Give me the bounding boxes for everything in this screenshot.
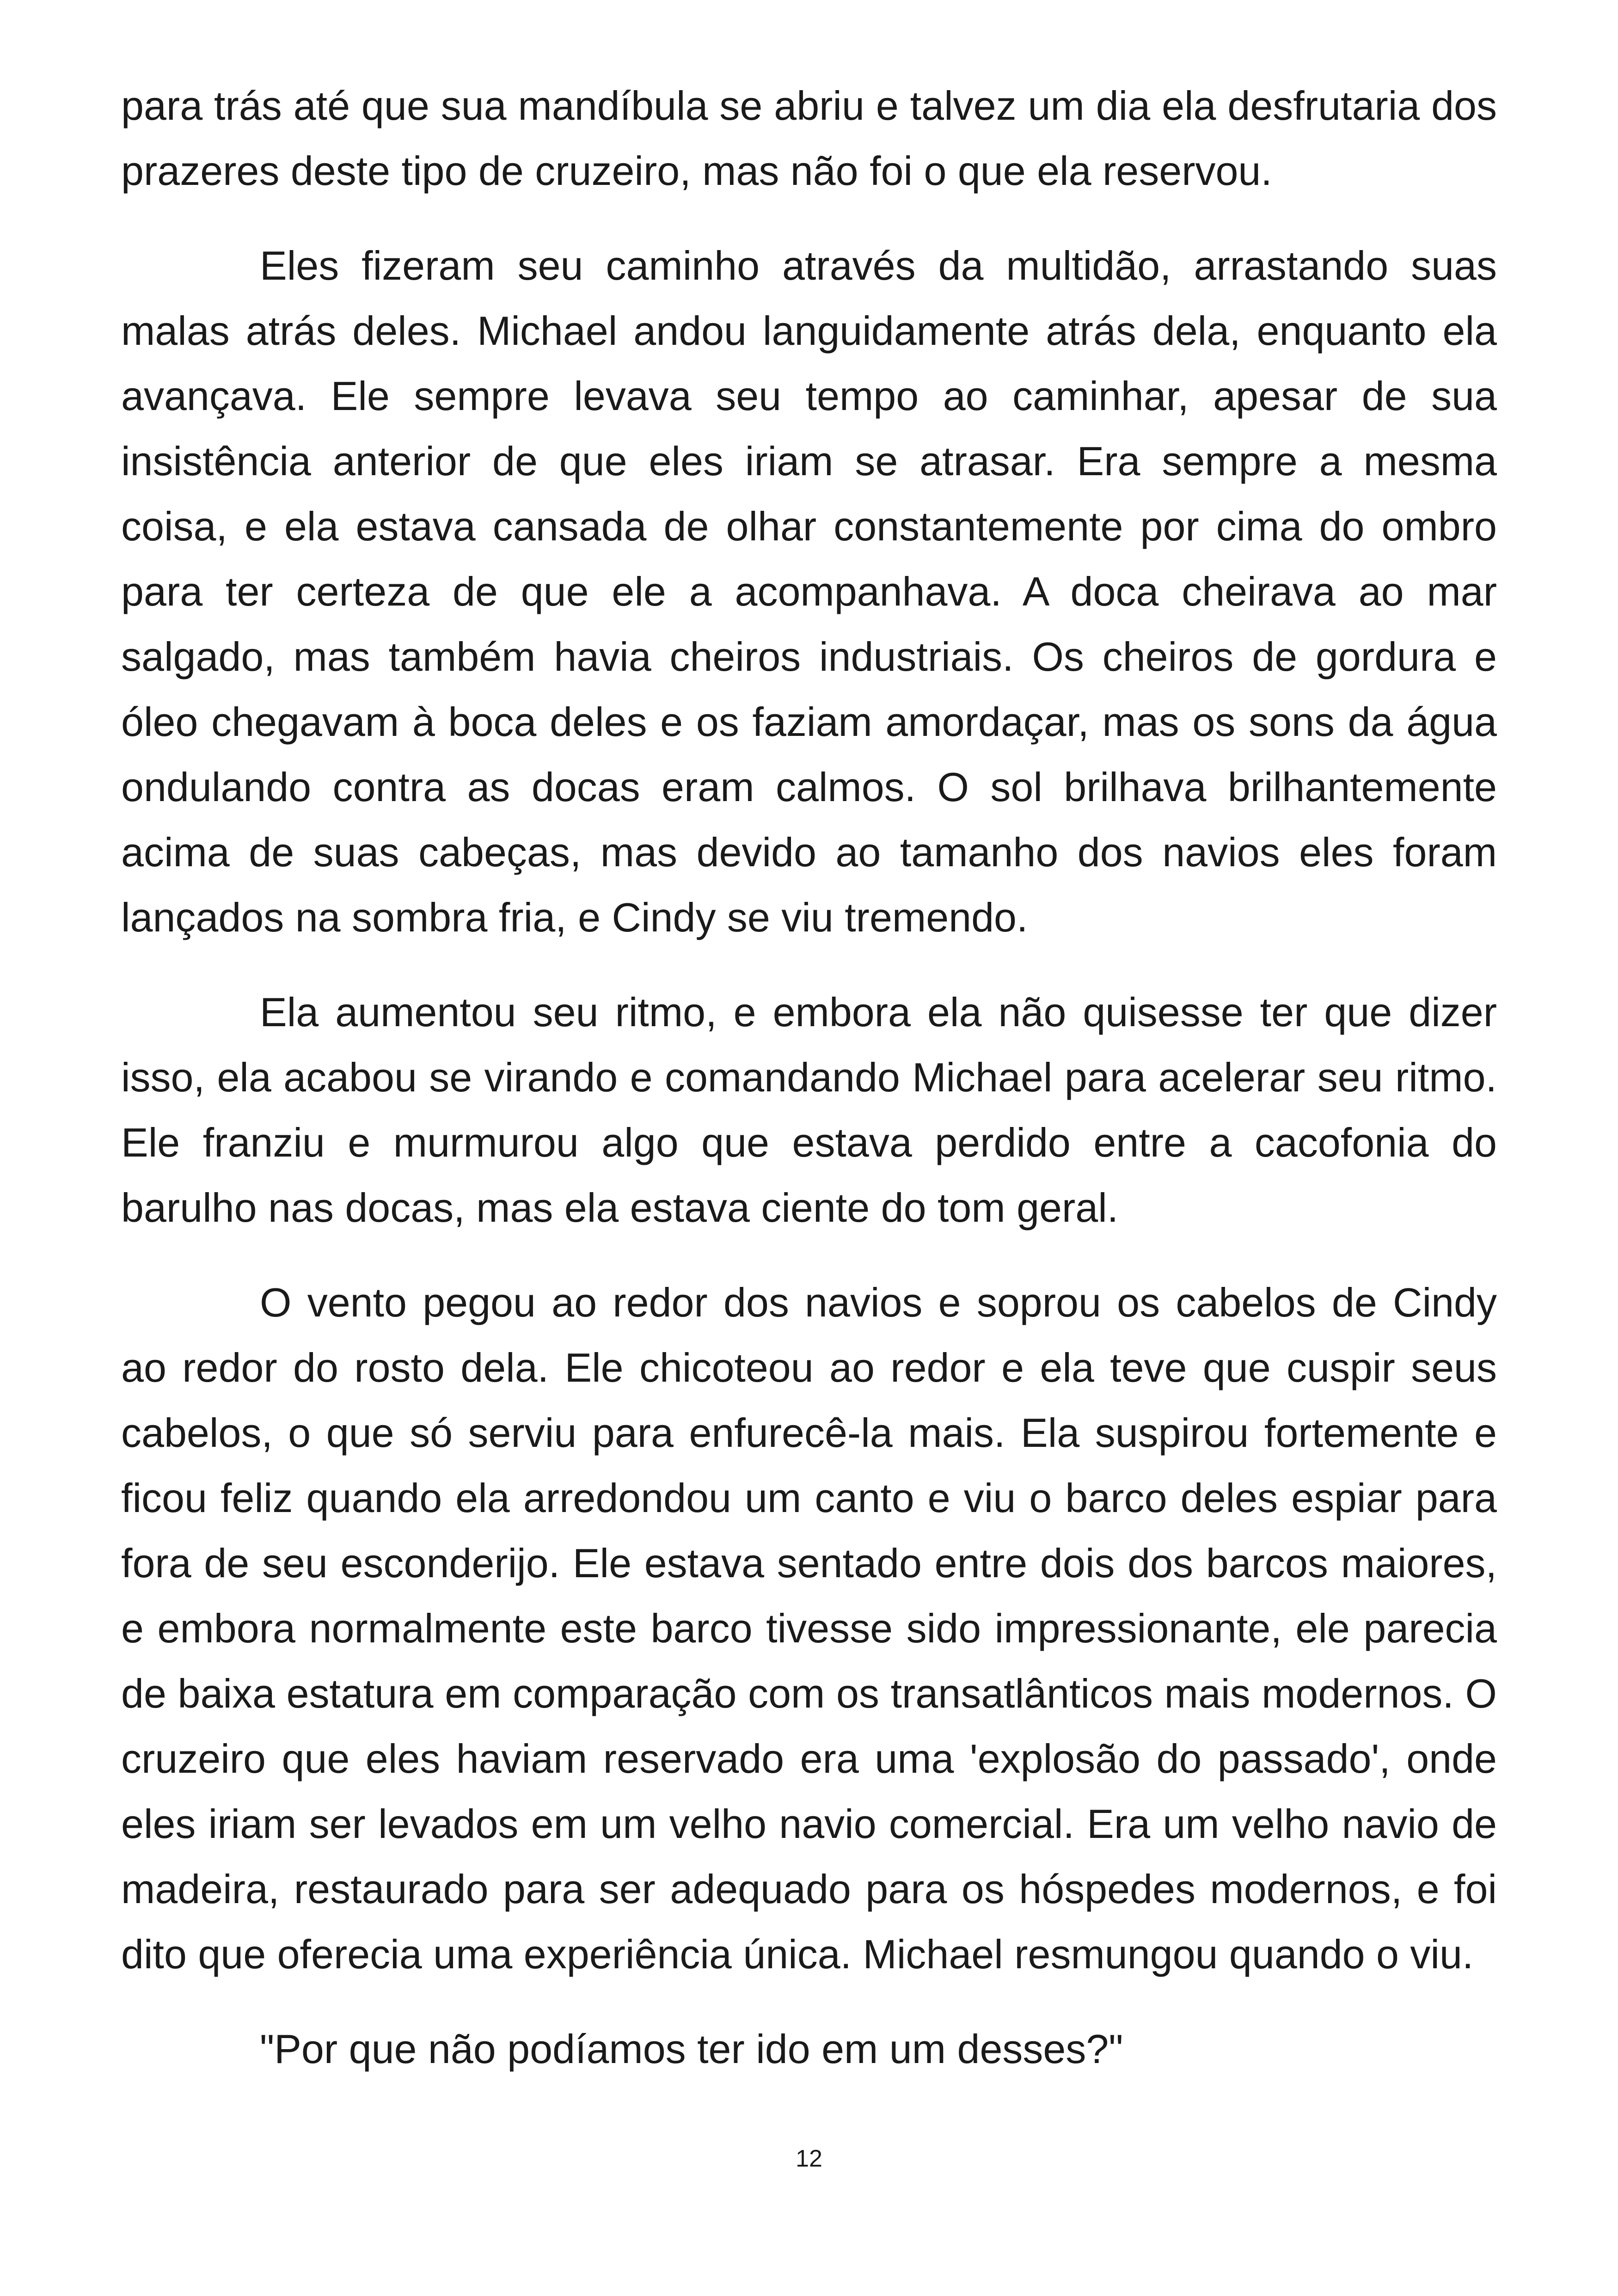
paragraph-4: O vento pegou ao redor dos navios e soprou os cabelos de Cindy ao redor do rosto dela. Ele chicoteou ao redor e ela teve que cuspir seus cabelos, o que só serviu para enfurecê-la mais. Ela suspirou fortemente e ficou feliz quando ela arredondou um canto e viu o barco deles espiar para fora de seu esconderijo. Ele estava sentado entre dois dos barcos maiores, e embora normalmente este barco tivesse sido impressionante, ele parecia de baixa estatura em comparação com os transatlânticos mais modernos. O cruzeiro que eles haviam reservado era uma 'explosão do passado', onde eles iriam ser levados em um velho navio comercial. Era um velho navio de madeira, restaurado para ser adequado para os hóspedes modernos, e foi dito que oferecia uma experiência única. Michael resmungou quando o viu.: [121, 1280, 1497, 1977]
paragraph-2: Eles fizeram seu caminho através da multidão, arrastando suas malas atrás deles. Michael andou languidamente atrás dela, enquanto ela avançava. Ele sempre levava seu tempo ao caminhar, apesar de sua insistência anterior de que eles iriam se atrasar. Era sempre a mesma coisa, e ela estava cansada de olhar constantemente por cima do ombro para ter certeza de que ele a acompanhava. A doca cheirava ao mar salgado, mas também havia cheiros industriais. Os cheiros de gordura e óleo chegavam à boca deles e os faziam amordaçar, mas os sons da água ondulando contra as docas eram calmos. O sol brilhava brilhantemente acima de suas cabeças, mas devido ao tamanho dos navios eles foram lançados na sombra fria, e Cindy se viu tremendo.: [121, 243, 1497, 940]
paragraph-5-dialogue: "Por que não podíamos ter ido em um desses?": [260, 2026, 1123, 2072]
paragraph-1: para trás até que sua mandíbula se abriu e talvez um dia ela desfrutaria dos prazeres deste tipo de cruzeiro, mas não foi o que ela reservou.: [121, 83, 1497, 194]
page-number: 12: [796, 2145, 822, 2172]
paragraph-3: Ela aumentou seu ritmo, e embora ela não quisesse ter que dizer isso, ela acabou se virando e comandando Michael para acelerar seu ritmo. Ele franziu e murmurou algo que estava perdido entre a cacofonia do barulho nas docas, mas ela estava ciente do tom geral.: [121, 989, 1497, 1231]
body-text: [121, 73, 1497, 2111]
